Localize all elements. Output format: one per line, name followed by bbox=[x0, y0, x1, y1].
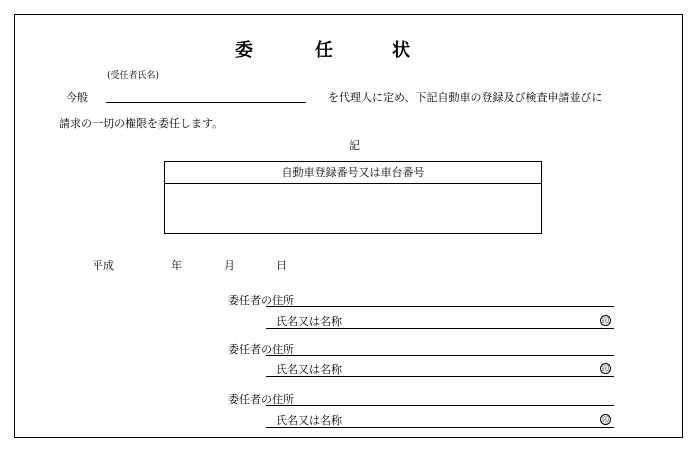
title-char-3: 状 bbox=[392, 40, 410, 61]
delegator-3-name-label: 氏名又は名称 bbox=[276, 414, 342, 427]
date-year: 年 bbox=[171, 259, 182, 272]
delegator-2-address-label: 委任者の住所 bbox=[228, 343, 294, 356]
delegator-3-address-field[interactable] bbox=[266, 405, 614, 406]
delegator-2-seal-icon: 印 bbox=[602, 365, 609, 373]
vehicle-number-box bbox=[164, 161, 542, 234]
delegator-1-address-label: 委任者の住所 bbox=[228, 294, 294, 307]
ki-marker: 記 bbox=[349, 139, 360, 152]
title-char-2: 任 bbox=[315, 40, 333, 61]
delegator-3-seal-icon: 印 bbox=[602, 416, 609, 424]
delegator-2-name-label: 氏名又は名称 bbox=[276, 363, 342, 376]
line1-prefix: 今般 bbox=[66, 91, 88, 104]
date-day: 日 bbox=[276, 259, 287, 272]
date-era: 平成 bbox=[92, 259, 114, 272]
delegator-1-seal-icon: 印 bbox=[602, 317, 609, 325]
delegator-2-name-field[interactable] bbox=[266, 376, 614, 377]
proxy-name-field[interactable] bbox=[106, 102, 306, 103]
proxy-name-caption: (受任者氏名) bbox=[107, 71, 160, 81]
vehicle-number-header: 自動車登録番号又は車台番号 bbox=[165, 162, 541, 184]
delegator-3-name-field[interactable] bbox=[266, 427, 614, 428]
line2-text: 請求の一切の権限を委任します。 bbox=[59, 117, 224, 130]
title-char-1: 委 bbox=[235, 40, 253, 61]
date-month: 月 bbox=[224, 259, 235, 272]
line1-suffix: を代理人に定め、下記自動車の登録及び検査申請並びに bbox=[328, 91, 603, 104]
delegator-1-name-label: 氏名又は名称 bbox=[276, 315, 342, 328]
delegator-3-address-label: 委任者の住所 bbox=[228, 393, 294, 406]
delegator-1-address-field[interactable] bbox=[266, 306, 614, 307]
delegator-1-name-field[interactable] bbox=[266, 328, 614, 329]
delegator-2-address-field[interactable] bbox=[266, 355, 614, 356]
vehicle-number-field[interactable] bbox=[165, 184, 541, 233]
